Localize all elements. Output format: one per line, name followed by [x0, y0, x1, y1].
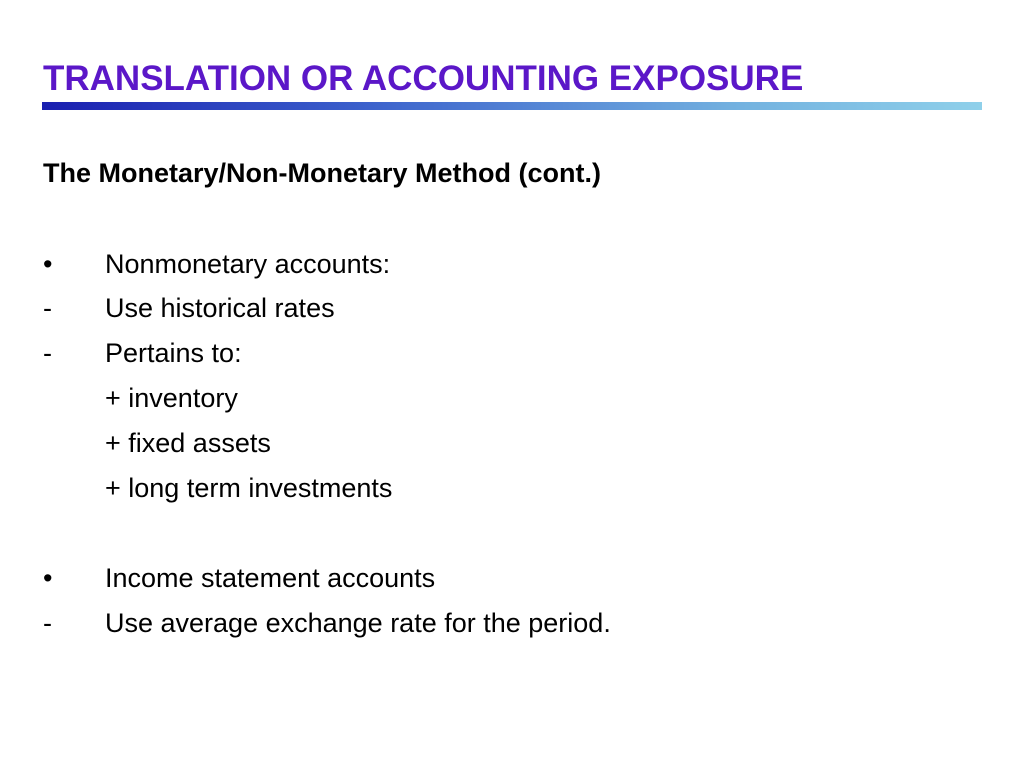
slide-subtitle: The Monetary/Non-Monetary Method (cont.) — [43, 158, 601, 188]
nested-item-text: + fixed assets — [105, 428, 271, 458]
title-underline — [42, 102, 982, 110]
bullet-marker: • — [43, 249, 53, 279]
slide-title: TRANSLATION OR ACCOUNTING EXPOSURE — [43, 59, 804, 98]
sub-item-text: Pertains to: — [105, 338, 242, 368]
bullet-text: Nonmonetary accounts: — [105, 249, 391, 279]
bullet-text: Income statement accounts — [105, 563, 436, 593]
nested-item-text: + inventory — [105, 383, 238, 413]
nested-item-text: + long term investments — [105, 473, 393, 503]
sub-item-text: Use historical rates — [105, 293, 335, 323]
sub-item-text: Use average exchange rate for the period. — [105, 608, 611, 638]
bullet-marker: • — [43, 563, 53, 593]
dash-marker: - — [43, 338, 52, 368]
dash-marker: - — [43, 608, 52, 638]
dash-marker: - — [43, 293, 52, 323]
